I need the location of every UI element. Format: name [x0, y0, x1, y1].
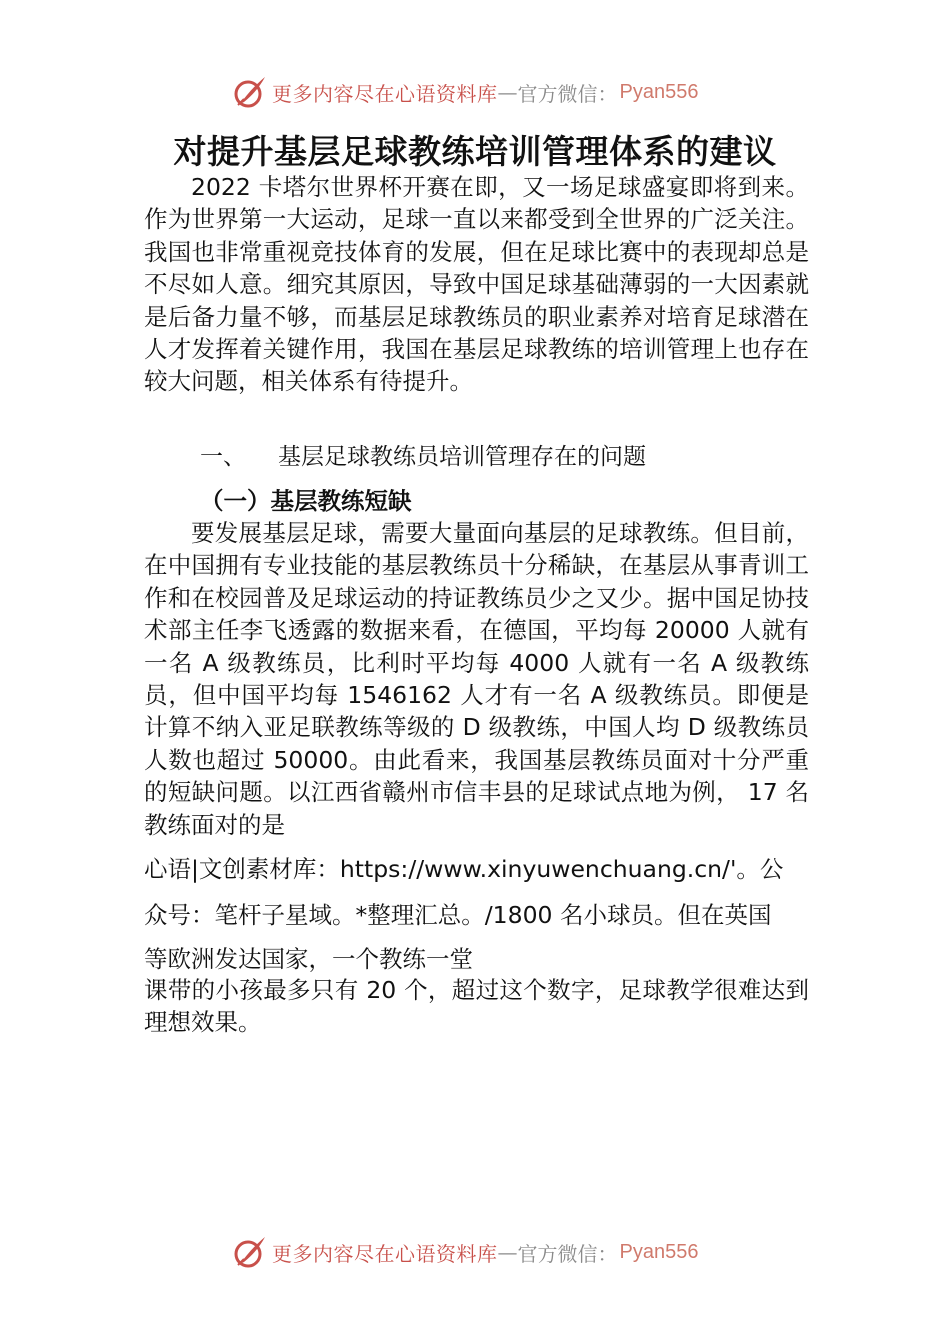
banner-separator: —	[497, 80, 518, 104]
footer-banner	[232, 1232, 698, 1272]
header-banner	[232, 72, 698, 112]
section-heading-text: 基层足球教练员培训管理存在的问题	[278, 444, 646, 470]
inserted-line-1: 心语|文创素材库：https://www.xinyuwenchuang.cn/'。公	[144, 855, 784, 883]
banner-wechat-id: Pyan556	[619, 80, 699, 103]
banner-text: 更多内容尽在心语资料库	[272, 1241, 498, 1266]
quill-circle-logo-icon	[232, 74, 268, 110]
document-title: 对提升基层足球教练培训管理体系的建议	[173, 132, 777, 171]
quill-circle-logo-icon	[232, 1234, 268, 1270]
banner-separator: —	[497, 1240, 518, 1264]
banner-text: 更多内容尽在心语资料库	[272, 81, 498, 106]
closing-paragraph: 课带的小孩最多只有 20 个，超过这个数字，足球教学很难达到理想效果。	[144, 976, 809, 1037]
inserted-line-3: 等欧洲发达国家，一个教练一堂	[144, 945, 473, 973]
section-number: 一、	[200, 444, 246, 470]
banner-wechat-label: 官方微信：	[517, 81, 618, 106]
section-heading	[200, 438, 646, 471]
inserted-line-2: 众号：笔杆子星域。*整理汇总。/1800 名小球员。但在英国	[144, 901, 772, 929]
banner-wechat-label: 官方微信：	[517, 1241, 618, 1266]
subsection-heading: （一）基层教练短缺	[200, 487, 412, 515]
intro-paragraph: 2022 卡塔尔世界杯开赛在即，又一场足球盛宴即将到来。作为世界第一大运动，足球一直以来都受到全世界的广泛关注。我国也非常重视竞技体育的发展，但在足球比赛中的表现却总是不尽如人意。细究其原因，导致中国足球基础薄弱的一大因素就是后备力量不够，而基层足球教练员的职业素养对培育足球潜在人才发挥着关键作用，我国在基层足球教练的培训管理上也存在较大问题，相关体系有待提升。	[144, 173, 809, 396]
banner-wechat-id: Pyan556	[619, 1240, 699, 1263]
body-paragraph: 要发展基层足球，需要大量面向基层的足球教练。但目前，在中国拥有专业技能的基层教练员十分稀缺，在基层从事青训工作和在校园普及足球运动的持证教练员少之又少。据中国足协技术部主任李飞透露的数据来看，在德国，平均每 20000 人就有一名 A 级教练员，比利时平均每 4000 人就有一名 A 级教练员，但中国平均每 1546162 人才有一名 A 级教练员。即便是计算不纳入亚足联教练等级的 D 级教练，中国人均 D 级教练员人数也超过 50000。由此看来，我国基层教练员面对十分严重的短缺问题。以江西省赣州市信丰县的足球试点地为例， 17 名教练面对的是	[144, 519, 809, 839]
